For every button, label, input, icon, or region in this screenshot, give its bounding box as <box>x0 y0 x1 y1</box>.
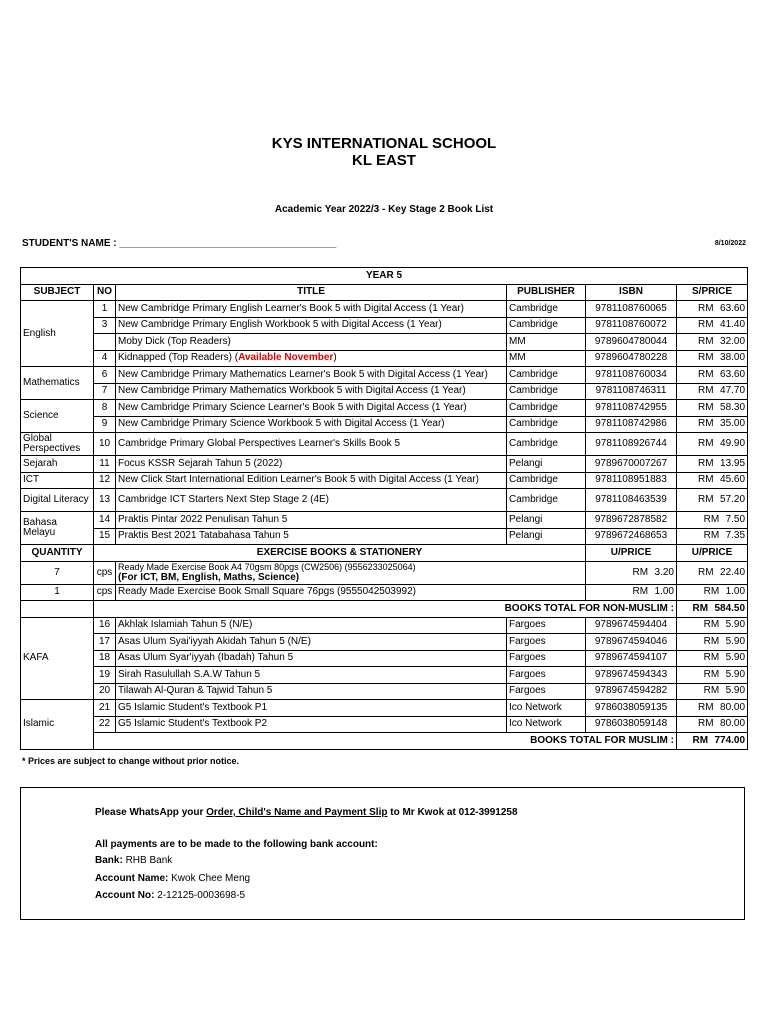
book-title: G5 Islamic Student's Textbook P1 <box>116 700 507 717</box>
book-isbn: 9789672878582 <box>586 512 677 529</box>
price-cell <box>677 683 748 700</box>
book-publisher: Cambridge <box>507 317 586 334</box>
book-row <box>21 634 748 651</box>
book-row <box>21 528 748 545</box>
currency-label: RM <box>692 602 709 614</box>
book-isbn: 9781108463539 <box>586 489 677 512</box>
book-row <box>21 301 748 318</box>
price-cell <box>677 733 748 750</box>
book-publisher: Cambridge <box>507 472 586 489</box>
price-value: 5.90 <box>725 619 746 631</box>
total-label: BOOKS TOTAL FOR MUSLIM : <box>94 733 677 750</box>
price-value: 1.00 <box>654 586 674 598</box>
book-publisher: Cambridge <box>507 489 586 512</box>
book-isbn: 9781108760072 <box>586 317 677 334</box>
book-title: Praktis Pintar 2022 Penulisan Tahun 5 <box>116 512 507 529</box>
price-cell <box>677 334 748 351</box>
price-value: 3.20 <box>654 566 674 578</box>
header-no: NO <box>94 284 116 301</box>
book-title: New Cambridge Primary English Learner's Book 5 with Digital Access (1 Year) <box>116 301 507 318</box>
book-no: 1 <box>94 301 116 318</box>
book-isbn: 9786038059148 <box>586 716 677 733</box>
book-row <box>21 433 748 456</box>
currency-label: RM <box>698 438 714 449</box>
price-cell <box>677 667 748 684</box>
book-publisher: MM <box>507 350 586 367</box>
book-isbn: 9789674594107 <box>586 650 677 667</box>
currency-label: RM <box>698 494 714 505</box>
book-row <box>21 700 748 717</box>
currency-label: RM <box>698 368 714 380</box>
subject-cell: English <box>21 301 94 367</box>
header-quantity: QUANTITY <box>21 545 94 562</box>
book-title: New Cambridge Primary Mathematics Learner's Book 5 with Digital Access (1 Year) <box>116 367 507 384</box>
book-title: Praktis Best 2021 Tatabahasa Tahun 5 <box>116 528 507 545</box>
book-row <box>21 416 748 433</box>
exercise-qty: 1 <box>21 584 94 601</box>
book-title: Tilawah Al-Quran & Tajwid Tahun 5 <box>116 683 507 700</box>
price-value: 63.60 <box>720 368 746 380</box>
currency-label: RM <box>703 530 720 542</box>
book-row <box>21 334 748 351</box>
book-isbn: 9781108926744 <box>586 433 677 456</box>
book-no: 7 <box>94 383 116 400</box>
price-value: 58.30 <box>720 401 746 413</box>
total-muslim-row <box>21 733 748 750</box>
school-name: KYS INTERNATIONAL SCHOOL <box>271 135 497 152</box>
book-isbn: 9789674594282 <box>586 683 677 700</box>
currency-label: RM <box>698 401 714 413</box>
currency-label: RM <box>698 352 714 364</box>
price-cell <box>677 561 748 584</box>
header-row <box>21 284 748 301</box>
book-row <box>21 472 748 489</box>
book-row <box>21 456 748 473</box>
book-row <box>21 716 748 733</box>
book-publisher: Cambridge <box>507 416 586 433</box>
price-cell <box>677 456 748 473</box>
price-cell <box>677 317 748 334</box>
book-row <box>21 617 748 634</box>
book-no: 3 <box>94 317 116 334</box>
book-publisher: Ico Network <box>507 716 586 733</box>
price-value: 41.40 <box>720 319 746 331</box>
price-value: 5.90 <box>725 685 746 697</box>
book-publisher: Fargoes <box>507 617 586 634</box>
book-isbn: 9781108742955 <box>586 400 677 417</box>
header-title: TITLE <box>116 284 507 301</box>
price-cell <box>677 716 748 733</box>
document-date: 8/10/2022 <box>714 240 746 247</box>
price-value: 47.70 <box>720 385 746 397</box>
book-title: G5 Islamic Student's Textbook P2 <box>116 716 507 733</box>
book-isbn: 9781108760065 <box>586 301 677 318</box>
currency-label: RM <box>703 652 720 664</box>
book-no: 8 <box>94 400 116 417</box>
price-cell <box>677 650 748 667</box>
price-cell <box>677 601 748 618</box>
page-subtitle: Academic Year 2022/3 - Key Stage 2 Book List <box>274 204 494 215</box>
book-publisher: Pelangi <box>507 512 586 529</box>
price-value: 7.35 <box>725 530 746 542</box>
header-isbn: ISBN <box>586 284 677 301</box>
price-value: 774.00 <box>714 734 746 746</box>
currency-label: RM <box>698 335 714 347</box>
currency-label: RM <box>698 474 714 486</box>
price-cell <box>677 433 748 456</box>
book-isbn: 9789670007267 <box>586 456 677 473</box>
book-row <box>21 489 748 512</box>
book-no: 10 <box>94 433 116 456</box>
book-row <box>21 383 748 400</box>
account-name-line: Account Name: Kwok Chee Meng <box>95 873 251 884</box>
book-row <box>21 350 748 367</box>
book-publisher: Cambridge <box>507 383 586 400</box>
book-title: Asas Ulum Syar'iyyah (Ibadah) Tahun 5 <box>116 650 507 667</box>
year-label: YEAR 5 <box>21 268 748 285</box>
price-value: 5.90 <box>725 652 746 664</box>
book-isbn: 9789672468653 <box>586 528 677 545</box>
currency-label: RM <box>703 586 720 598</box>
header-exercise: EXERCISE BOOKS & STATIONERY <box>94 545 586 562</box>
book-publisher: Cambridge <box>507 301 586 318</box>
book-isbn: 9781108951883 <box>586 472 677 489</box>
subject-cell: Mathematics <box>21 367 94 400</box>
currency-label: RM <box>698 385 714 397</box>
price-value: 5.90 <box>725 635 746 647</box>
book-title: Sirah Rasulullah S.A.W Tahun 5 <box>116 667 507 684</box>
book-title: New Cambridge Primary English Workbook 5 with Digital Access (1 Year) <box>116 317 507 334</box>
book-publisher: Cambridge <box>507 433 586 456</box>
book-no: 21 <box>94 700 116 717</box>
currency-label: RM <box>698 566 714 578</box>
book-no: 6 <box>94 367 116 384</box>
subject-cell: ICT <box>21 472 94 489</box>
book-publisher: Fargoes <box>507 650 586 667</box>
price-cell <box>677 383 748 400</box>
book-publisher: Fargoes <box>507 634 586 651</box>
book-row <box>21 667 748 684</box>
price-cell <box>677 634 748 651</box>
book-isbn: 9789604780228 <box>586 350 677 367</box>
book-title: Focus KSSR Sejarah Tahun 5 (2022) <box>116 456 507 473</box>
currency-label: RM <box>703 619 720 631</box>
currency-label: RM <box>698 302 714 314</box>
price-value: 5.90 <box>725 668 746 680</box>
book-publisher: Pelangi <box>507 528 586 545</box>
currency-label: RM <box>703 685 720 697</box>
header-publisher: PUBLISHER <box>507 284 586 301</box>
price-value: 80.00 <box>720 701 746 713</box>
book-no: 12 <box>94 472 116 489</box>
book-title: Akhlak Islamiah Tahun 5 (N/E) <box>116 617 507 634</box>
account-intro: All payments are to be made to the following bank account: <box>95 839 378 850</box>
book-publisher: Fargoes <box>507 683 586 700</box>
book-title: New Click Start International Edition Learner's Book 5 with Digital Access (1 Year) <box>116 472 507 489</box>
book-publisher: Cambridge <box>507 400 586 417</box>
book-no: 14 <box>94 512 116 529</box>
book-no: 4 <box>94 350 116 367</box>
exercise-title: Ready Made Exercise Book Small Square 76pgs (9555042503992) <box>116 584 586 601</box>
book-no: 19 <box>94 667 116 684</box>
header-total-uprice: U/PRICE <box>677 545 748 562</box>
total-label: BOOKS TOTAL FOR NON-MUSLIM : <box>94 601 677 618</box>
book-title: Cambridge Primary Global Perspectives Learner's Skills Book 5 <box>116 433 507 456</box>
book-publisher: Cambridge <box>507 367 586 384</box>
bank-line: Bank: RHB Bank <box>95 855 173 866</box>
currency-label: RM <box>632 586 649 598</box>
book-isbn: 9781108746311 <box>586 383 677 400</box>
exercise-row <box>21 561 748 584</box>
header-uprice: U/PRICE <box>586 545 677 562</box>
whatsapp-instruction: Please WhatsApp your Order, Child's Name and Payment Slip to Mr Kwok at 012-3991258 <box>95 807 518 818</box>
book-row <box>21 367 748 384</box>
subject-cell: Islamic <box>21 700 94 750</box>
currency-label: RM <box>703 668 720 680</box>
price-value: 38.00 <box>720 352 746 364</box>
price-cell <box>677 512 748 529</box>
currency-label: RM <box>692 734 709 746</box>
exercise-title: Ready Made Exercise Book A4 70gsm 80pgs (CW2506) (9556233025064) (For ICT, BM, English, Maths, Science) <box>116 561 586 584</box>
book-no: 17 <box>94 634 116 651</box>
price-value: 7.50 <box>725 513 746 525</box>
subject-cell: Digital Literacy <box>21 489 94 512</box>
year-row <box>21 268 748 285</box>
book-title: Asas Ulum Syai'iyyah Akidah Tahun 5 (N/E) <box>116 634 507 651</box>
price-value: 35.00 <box>720 418 746 430</box>
price-cell <box>677 528 748 545</box>
price-cell <box>677 400 748 417</box>
school-campus: KL EAST <box>352 152 416 169</box>
price-value: 49.90 <box>720 438 746 449</box>
book-isbn: 9789674594404 <box>586 617 677 634</box>
price-cell <box>586 561 677 584</box>
book-title: New Cambridge Primary Science Workbook 5 with Digital Access (1 Year) <box>116 416 507 433</box>
subject-cell: Sejarah <box>21 456 94 473</box>
price-cell <box>677 700 748 717</box>
price-value: 1.00 <box>725 586 746 598</box>
currency-label: RM <box>698 319 714 331</box>
book-publisher: Ico Network <box>507 700 586 717</box>
price-cell <box>677 416 748 433</box>
book-row <box>21 650 748 667</box>
price-cell <box>586 584 677 601</box>
currency-label: RM <box>698 418 714 430</box>
price-cell <box>677 617 748 634</box>
price-cell <box>677 367 748 384</box>
book-list-table <box>20 267 748 750</box>
price-value: 63.60 <box>720 302 746 314</box>
book-no: 22 <box>94 716 116 733</box>
book-title: Kidnapped (Top Readers) (Available November) <box>116 350 507 367</box>
subject-cell: Bahasa Melayu <box>21 512 94 545</box>
book-row <box>21 512 748 529</box>
price-value: 22.40 <box>720 566 746 578</box>
price-value: 32.00 <box>720 335 746 347</box>
book-no: 11 <box>94 456 116 473</box>
exercise-header-row <box>21 545 748 562</box>
price-cell <box>677 584 748 601</box>
book-no: 18 <box>94 650 116 667</box>
book-row <box>21 683 748 700</box>
book-row <box>21 317 748 334</box>
availability-note: Available November <box>238 352 334 364</box>
book-isbn: 9789674594343 <box>586 667 677 684</box>
subject-cell: KAFA <box>21 617 94 700</box>
exercise-unit: cps <box>94 584 116 601</box>
book-no: 16 <box>94 617 116 634</box>
book-no <box>94 334 116 351</box>
currency-label: RM <box>703 513 720 525</box>
subject-cell: Global Perspectives <box>21 433 94 456</box>
book-title: Cambridge ICT Starters Next Step Stage 2 (4E) <box>116 489 507 512</box>
price-value: 584.50 <box>714 602 746 614</box>
header-price: S/PRICE <box>677 284 748 301</box>
price-note: * Prices are subject to change without prior notice. <box>22 756 240 766</box>
book-isbn: 9789674594046 <box>586 634 677 651</box>
price-value: 45.60 <box>720 474 746 486</box>
book-no: 9 <box>94 416 116 433</box>
currency-label: RM <box>632 566 649 578</box>
currency-label: RM <box>698 701 714 713</box>
subject-cell: Science <box>21 400 94 433</box>
book-row <box>21 400 748 417</box>
book-publisher: MM <box>507 334 586 351</box>
price-value: 80.00 <box>720 718 746 730</box>
total-non-muslim-row <box>21 601 748 618</box>
book-no: 15 <box>94 528 116 545</box>
price-value: 57.20 <box>720 494 746 505</box>
book-isbn: 9781108760034 <box>586 367 677 384</box>
book-title: New Cambridge Primary Mathematics Workbook 5 with Digital Access (1 Year) <box>116 383 507 400</box>
price-value: 13.95 <box>720 457 746 469</box>
currency-label: RM <box>698 457 714 469</box>
book-no: 20 <box>94 683 116 700</box>
book-title: Moby Dick (Top Readers) <box>116 334 507 351</box>
price-cell <box>677 472 748 489</box>
book-isbn: 9786038059135 <box>586 700 677 717</box>
book-publisher: Fargoes <box>507 667 586 684</box>
exercise-row <box>21 584 748 601</box>
book-title: New Cambridge Primary Science Learner's Book 5 with Digital Access (1 Year) <box>116 400 507 417</box>
account-number-line: Account No: 2-12125-0003698-5 <box>95 890 246 901</box>
payment-info-box <box>20 787 745 920</box>
currency-label: RM <box>698 718 714 730</box>
book-isbn: 9789604780044 <box>586 334 677 351</box>
header-subject: SUBJECT <box>21 284 94 301</box>
price-cell <box>677 301 748 318</box>
book-isbn: 9781108742986 <box>586 416 677 433</box>
exercise-qty: 7 <box>21 561 94 584</box>
currency-label: RM <box>703 635 720 647</box>
student-name-field[interactable]: STUDENT'S NAME : _______________________________________ <box>22 238 337 249</box>
book-publisher: Pelangi <box>507 456 586 473</box>
book-no: 13 <box>94 489 116 512</box>
price-cell <box>677 350 748 367</box>
exercise-unit: cps <box>94 561 116 584</box>
price-cell <box>677 489 748 512</box>
